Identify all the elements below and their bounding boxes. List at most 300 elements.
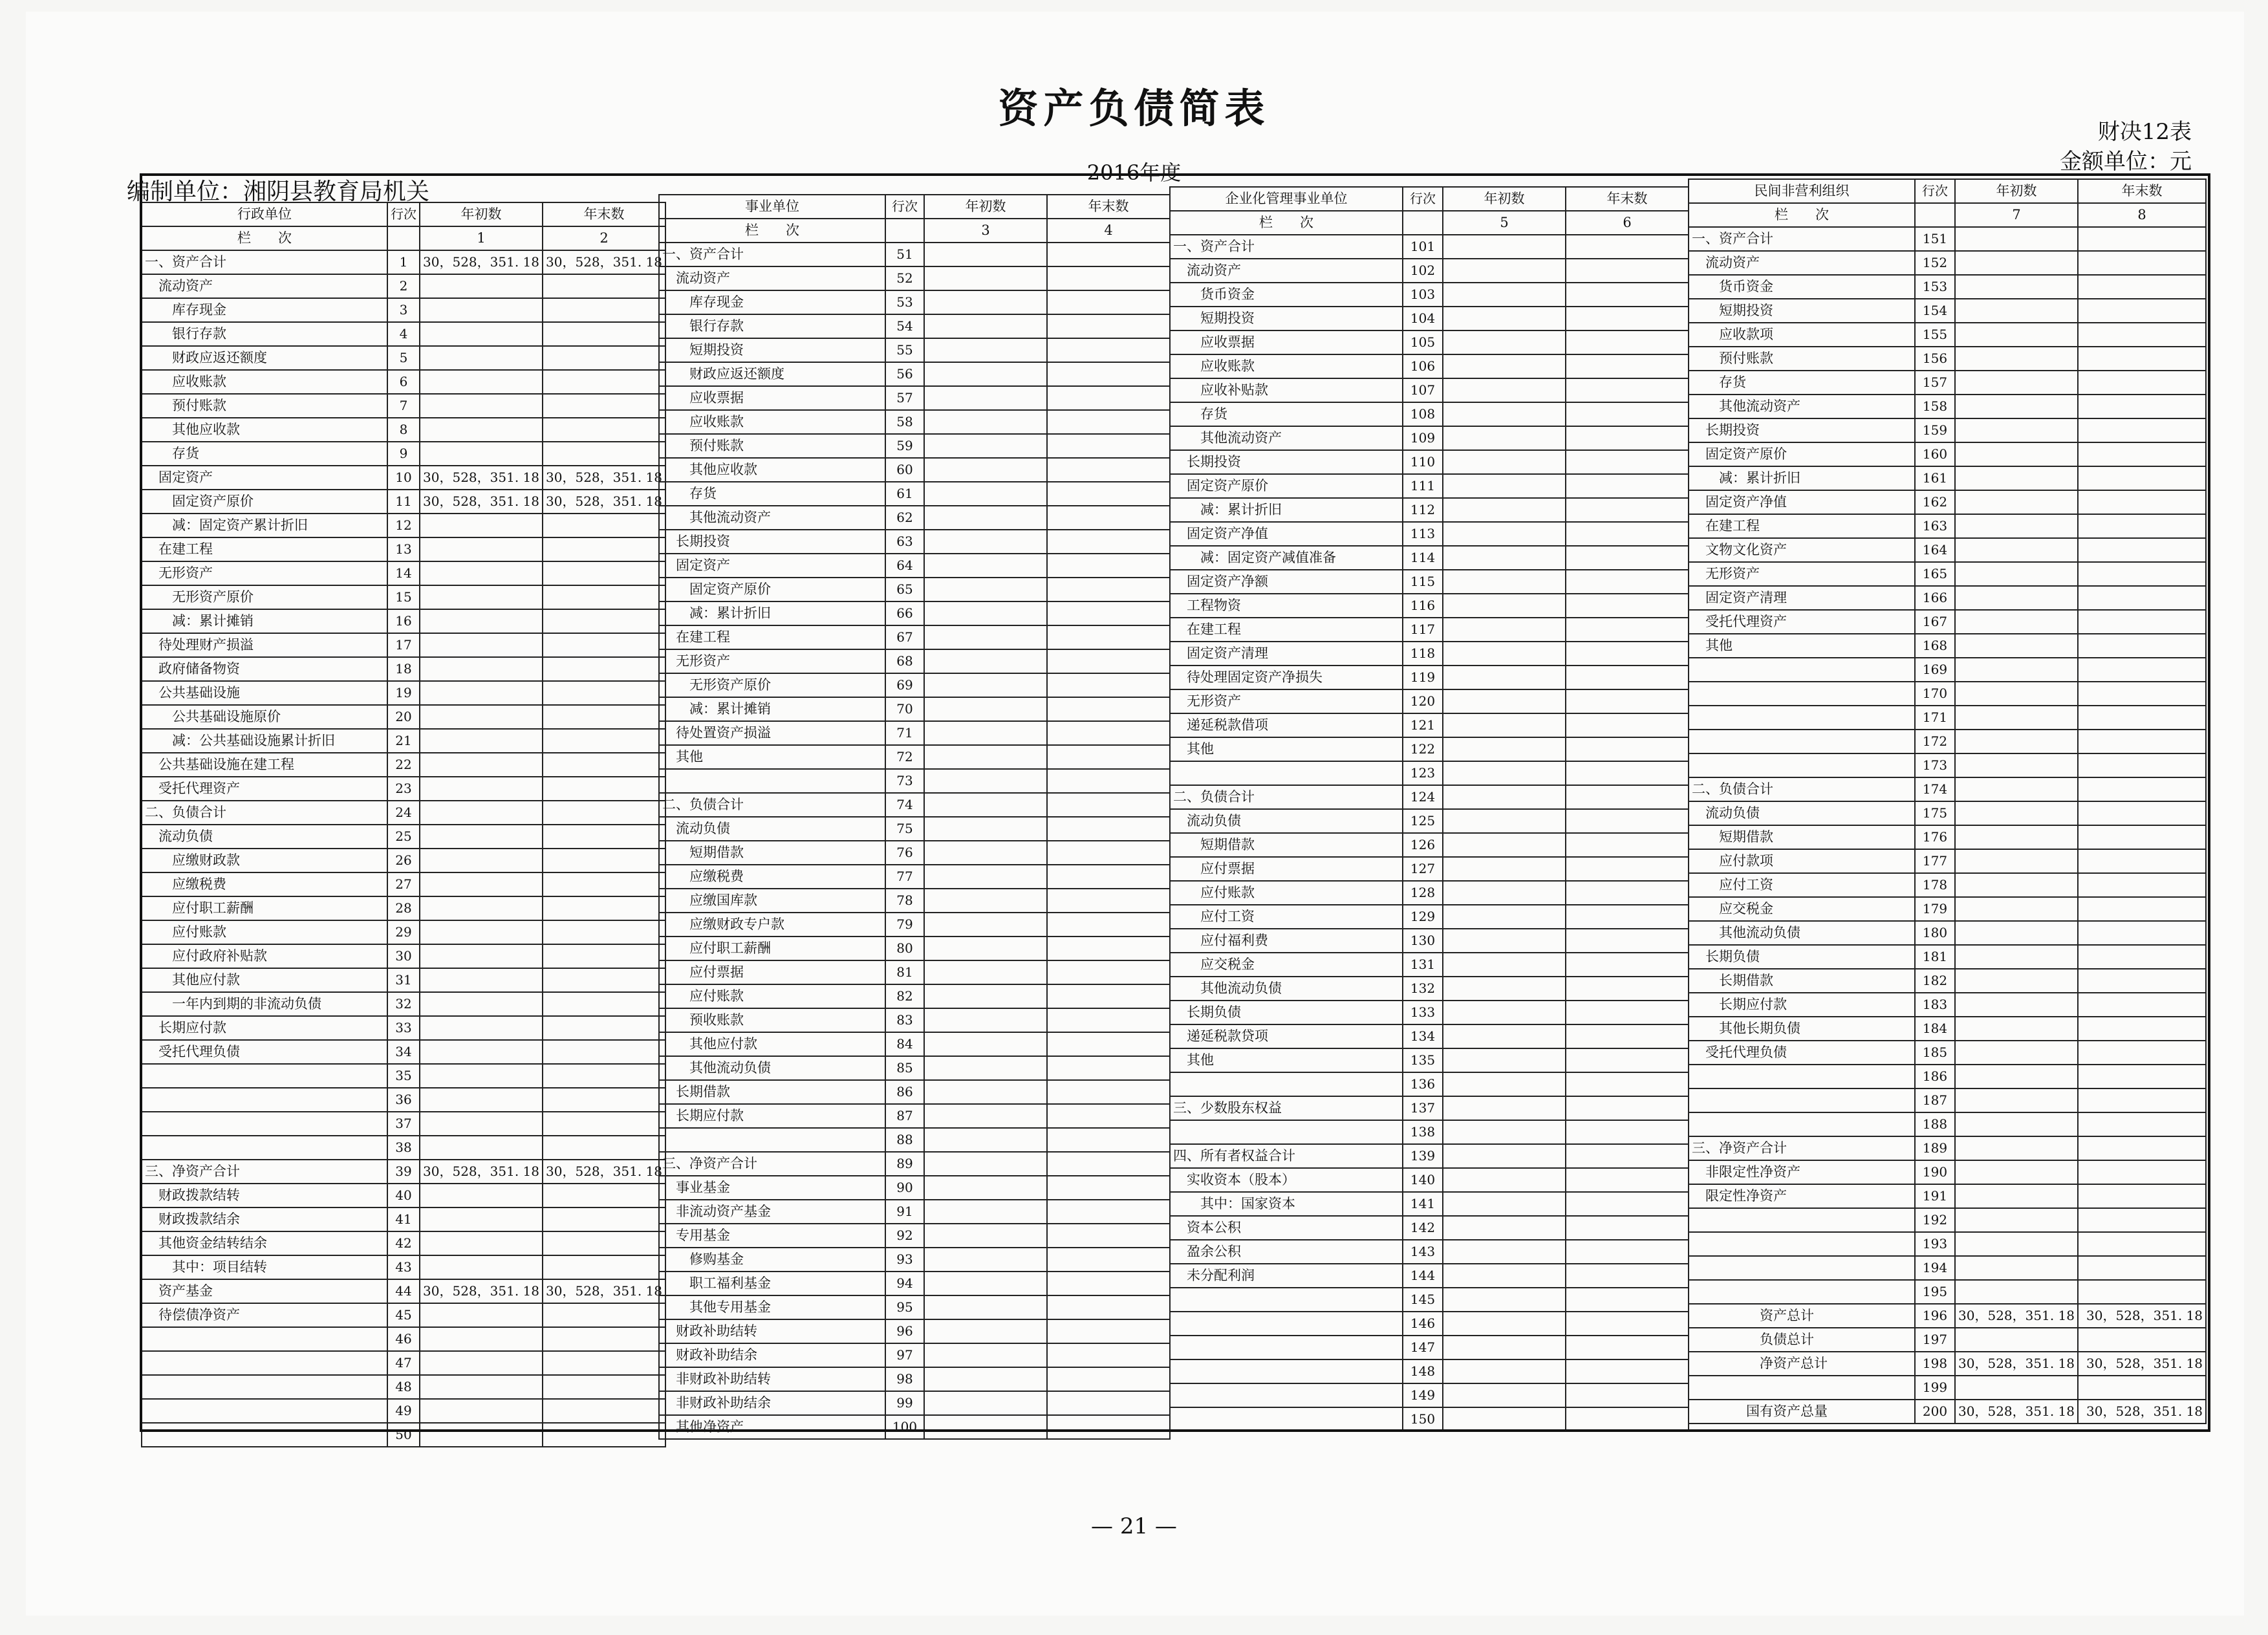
opening-cell xyxy=(924,554,1047,578)
amount-unit: 金额单位：元 xyxy=(2060,149,2192,175)
item-cell xyxy=(1689,1208,1915,1232)
opening-cell xyxy=(1955,275,2078,299)
item-cell: 受托代理负债 xyxy=(1689,1041,1915,1065)
form-number: 财决12表 xyxy=(2097,119,2192,145)
closing-cell xyxy=(543,968,665,992)
item-cell: 减：累计摊销 xyxy=(659,697,885,721)
item-cell: 应付账款 xyxy=(142,920,387,944)
line-no-cell: 57 xyxy=(885,386,924,410)
opening-cell: 年初数 xyxy=(1443,187,1566,211)
table-row xyxy=(1689,490,2206,514)
line-no-cell: 72 xyxy=(885,745,924,769)
line-no-cell: 77 xyxy=(885,865,924,889)
closing-cell xyxy=(1047,1128,1170,1152)
table-row xyxy=(659,697,1170,721)
item-cell: 长期投资 xyxy=(1170,450,1403,474)
line-no-cell: 78 xyxy=(885,889,924,913)
line-no-cell: 行次 xyxy=(1915,179,1955,203)
opening-cell xyxy=(420,274,543,298)
closing-cell xyxy=(1566,833,1689,857)
opening-cell: 30，528，351. 18 xyxy=(1955,1304,2078,1328)
opening-cell xyxy=(420,872,543,896)
opening-cell xyxy=(924,1319,1047,1343)
closing-cell xyxy=(543,944,665,968)
item-cell: 存货 xyxy=(659,482,885,506)
line-no-cell: 59 xyxy=(885,434,924,458)
opening-cell xyxy=(1443,929,1566,953)
item-cell: 短期投资 xyxy=(659,338,885,362)
item-cell: 应收补贴款 xyxy=(1170,378,1403,402)
closing-cell: 年末数 xyxy=(2078,179,2206,203)
table-row xyxy=(659,1391,1170,1415)
closing-cell xyxy=(1566,1024,1689,1048)
opening-cell xyxy=(1955,1160,2078,1184)
opening-cell xyxy=(1443,1312,1566,1336)
closing-cell xyxy=(2078,921,2206,945)
closing-cell xyxy=(543,394,665,418)
item-cell: 无形资产原价 xyxy=(142,585,387,609)
closing-cell xyxy=(1566,546,1689,570)
item-cell: 应付票据 xyxy=(1170,857,1403,881)
opening-cell xyxy=(1443,857,1566,881)
table-row xyxy=(659,362,1170,386)
opening-cell xyxy=(420,322,543,346)
section-table-2 xyxy=(658,194,1171,1440)
table-row xyxy=(1170,1024,1689,1048)
line-no-cell: 172 xyxy=(1915,730,1955,753)
closing-cell xyxy=(2078,418,2206,442)
table-row xyxy=(142,1255,665,1279)
line-no-cell: 58 xyxy=(885,410,924,434)
opening-cell xyxy=(1955,1328,2078,1352)
table-row xyxy=(659,1295,1170,1319)
line-no-cell: 19 xyxy=(387,681,420,705)
line-no-cell: 71 xyxy=(885,721,924,745)
item-cell: 公共基础设施原价 xyxy=(142,705,387,729)
opening-cell: 7 xyxy=(1955,203,2078,227)
table-row xyxy=(1689,921,2206,945)
table-row xyxy=(142,849,665,872)
table-row xyxy=(1170,498,1689,522)
item-cell: 其他流动负债 xyxy=(1689,921,1915,945)
table-row xyxy=(142,561,665,585)
table-row xyxy=(142,1375,665,1399)
table-row xyxy=(142,442,665,466)
line-no-cell: 182 xyxy=(1915,969,1955,993)
table-row xyxy=(659,506,1170,530)
closing-cell xyxy=(1566,1336,1689,1359)
line-no-cell: 148 xyxy=(1403,1359,1443,1383)
closing-cell xyxy=(543,609,665,633)
opening-cell xyxy=(1955,251,2078,275)
opening-cell xyxy=(924,1152,1047,1176)
item-cell xyxy=(1689,1088,1915,1112)
table-row xyxy=(142,1040,665,1064)
table-row xyxy=(659,314,1170,338)
opening-cell xyxy=(420,537,543,561)
opening-cell xyxy=(924,362,1047,386)
opening-cell xyxy=(924,1295,1047,1319)
line-no-cell: 31 xyxy=(387,968,420,992)
closing-cell xyxy=(543,274,665,298)
opening-cell xyxy=(1955,1256,2078,1280)
line-no-cell: 94 xyxy=(885,1272,924,1295)
item-cell: 流动资产 xyxy=(1170,259,1403,283)
line-no-cell: 28 xyxy=(387,896,420,920)
table-row xyxy=(1689,538,2206,562)
closing-cell xyxy=(1047,1391,1170,1415)
line-no-cell: 189 xyxy=(1915,1136,1955,1160)
opening-cell xyxy=(1443,1407,1566,1431)
closing-cell xyxy=(543,537,665,561)
table-row xyxy=(142,466,665,490)
item-cell: 其他长期负债 xyxy=(1689,1017,1915,1041)
opening-cell xyxy=(1443,1024,1566,1048)
item-cell: 应缴税费 xyxy=(659,865,885,889)
table-row xyxy=(142,1423,665,1447)
opening-cell xyxy=(1443,881,1566,905)
table-row xyxy=(659,243,1170,266)
item-cell xyxy=(142,1375,387,1399)
header-row xyxy=(1689,179,2206,203)
closing-cell xyxy=(2078,538,2206,562)
closing-cell xyxy=(1047,1080,1170,1104)
line-no-cell: 97 xyxy=(885,1343,924,1367)
opening-cell xyxy=(420,1255,543,1279)
closing-cell xyxy=(1047,1104,1170,1128)
opening-cell xyxy=(1443,594,1566,618)
table-row xyxy=(659,1248,1170,1272)
opening-cell xyxy=(420,442,543,466)
item-cell: 财政应返还额度 xyxy=(142,346,387,370)
opening-cell xyxy=(1443,498,1566,522)
line-no-cell: 143 xyxy=(1403,1240,1443,1264)
opening-cell xyxy=(1443,546,1566,570)
opening-cell xyxy=(1443,1168,1566,1192)
item-cell xyxy=(1689,706,1915,730)
line-no-cell: 150 xyxy=(1403,1407,1443,1431)
item-cell: 一、资产合计 xyxy=(1170,235,1403,259)
opening-cell xyxy=(1443,259,1566,283)
table-row xyxy=(1689,706,2206,730)
item-cell xyxy=(1689,1376,1915,1400)
opening-cell: 30，528，351. 18 xyxy=(420,1279,543,1303)
subheader-row xyxy=(1689,203,2206,227)
closing-cell: 30，528，351. 18 xyxy=(543,490,665,514)
line-no-cell: 13 xyxy=(387,537,420,561)
opening-cell xyxy=(1955,921,2078,945)
opening-cell xyxy=(1443,618,1566,642)
item-cell: 应收账款 xyxy=(142,370,387,394)
table-row xyxy=(142,801,665,825)
opening-cell xyxy=(924,1056,1047,1080)
line-no-cell: 162 xyxy=(1915,490,1955,514)
opening-cell xyxy=(1443,642,1566,666)
line-no-cell: 190 xyxy=(1915,1160,1955,1184)
table-row xyxy=(1170,1312,1689,1336)
opening-cell xyxy=(1443,1383,1566,1407)
item-cell: 实收资本（股本） xyxy=(1170,1168,1403,1192)
item-cell xyxy=(1689,682,1915,706)
item-cell: 未分配利润 xyxy=(1170,1264,1403,1288)
closing-cell xyxy=(1047,1224,1170,1248)
closing-cell xyxy=(543,1136,665,1160)
table-row xyxy=(1689,466,2206,490)
table-row xyxy=(142,992,665,1016)
opening-cell: 年初数 xyxy=(420,202,543,226)
line-no-cell: 101 xyxy=(1403,235,1443,259)
opening-cell xyxy=(1443,833,1566,857)
subheader-row xyxy=(1170,211,1689,235)
item-cell: 流动资产 xyxy=(1689,251,1915,275)
opening-cell xyxy=(924,458,1047,482)
item-cell: 应付账款 xyxy=(1170,881,1403,905)
item-cell: 短期借款 xyxy=(1170,833,1403,857)
opening-cell xyxy=(1443,1192,1566,1216)
opening-cell xyxy=(1955,514,2078,538)
line-no-cell: 17 xyxy=(387,633,420,657)
table-row xyxy=(1689,873,2206,897)
item-cell: 长期应付款 xyxy=(1689,993,1915,1017)
line-no-cell: 76 xyxy=(885,841,924,865)
opening-cell xyxy=(1955,897,2078,921)
closing-cell xyxy=(1047,554,1170,578)
closing-cell xyxy=(1047,697,1170,721)
opening-cell xyxy=(1955,586,2078,610)
line-no-cell: 107 xyxy=(1403,378,1443,402)
opening-cell xyxy=(420,1016,543,1040)
item-cell: 在建工程 xyxy=(1689,514,1915,538)
line-no-cell: 67 xyxy=(885,625,924,649)
item-cell: 固定资产净值 xyxy=(1170,522,1403,546)
opening-cell xyxy=(1443,426,1566,450)
closing-cell xyxy=(543,1184,665,1207)
line-no-cell: 86 xyxy=(885,1080,924,1104)
line-no-cell: 9 xyxy=(387,442,420,466)
closing-cell xyxy=(543,1303,665,1327)
opening-cell xyxy=(420,992,543,1016)
table-row xyxy=(142,1016,665,1040)
table-row xyxy=(1170,713,1689,737)
closing-cell: 4 xyxy=(1047,219,1170,243)
table-row xyxy=(1689,801,2206,825)
item-cell: 公共基础设施在建工程 xyxy=(142,753,387,777)
closing-cell xyxy=(543,1088,665,1112)
opening-cell xyxy=(1443,1240,1566,1264)
item-cell: 应缴税费 xyxy=(142,872,387,896)
table-row xyxy=(659,266,1170,290)
table-row xyxy=(659,458,1170,482)
opening-cell xyxy=(1955,634,2078,658)
line-no-cell: 168 xyxy=(1915,634,1955,658)
closing-cell xyxy=(543,1207,665,1231)
opening-cell xyxy=(420,1207,543,1231)
closing-cell xyxy=(1047,817,1170,841)
opening-cell xyxy=(420,801,543,825)
table-row xyxy=(659,673,1170,697)
closing-cell xyxy=(2078,682,2206,706)
opening-cell xyxy=(1955,610,2078,634)
closing-cell xyxy=(1047,1295,1170,1319)
closing-cell: 2 xyxy=(543,226,665,250)
table-row xyxy=(1170,977,1689,1001)
item-cell xyxy=(142,1088,387,1112)
line-no-cell: 157 xyxy=(1915,371,1955,395)
table-row xyxy=(142,418,665,442)
line-no-cell: 11 xyxy=(387,490,420,514)
closing-cell xyxy=(1566,1216,1689,1240)
opening-cell xyxy=(924,889,1047,913)
page-title: 资产负债简表 xyxy=(998,85,1270,132)
opening-cell xyxy=(1443,1048,1566,1072)
table-row xyxy=(142,872,665,896)
table-row xyxy=(659,1367,1170,1391)
opening-cell xyxy=(924,434,1047,458)
line-no-cell: 90 xyxy=(885,1176,924,1200)
item-cell: 三、净资产合计 xyxy=(1689,1136,1915,1160)
opening-cell xyxy=(420,370,543,394)
table-row xyxy=(659,482,1170,506)
opening-cell xyxy=(924,506,1047,530)
item-cell: 政府储备物资 xyxy=(142,657,387,681)
opening-cell xyxy=(1443,761,1566,785)
item-cell: 库存现金 xyxy=(142,298,387,322)
line-no-cell: 53 xyxy=(885,290,924,314)
line-no-cell xyxy=(387,226,420,250)
line-no-cell: 92 xyxy=(885,1224,924,1248)
table-row xyxy=(659,1224,1170,1248)
closing-cell xyxy=(1566,1192,1689,1216)
opening-cell xyxy=(924,937,1047,960)
line-no-cell: 89 xyxy=(885,1152,924,1176)
table-row xyxy=(1170,618,1689,642)
opening-cell xyxy=(924,290,1047,314)
item-cell: 在建工程 xyxy=(1170,618,1403,642)
table-row xyxy=(659,1319,1170,1343)
table-row xyxy=(1689,634,2206,658)
line-no-cell: 135 xyxy=(1403,1048,1443,1072)
opening-cell xyxy=(1955,1041,2078,1065)
opening-cell xyxy=(420,561,543,585)
closing-cell: 30，528，351. 18 xyxy=(543,466,665,490)
table-row xyxy=(1170,785,1689,809)
opening-cell xyxy=(1443,809,1566,833)
line-no-cell: 177 xyxy=(1915,849,1955,873)
table-row xyxy=(659,1272,1170,1295)
closing-cell xyxy=(543,322,665,346)
closing-cell xyxy=(543,298,665,322)
line-no-cell: 103 xyxy=(1403,283,1443,307)
item-cell: 三、净资产合计 xyxy=(142,1160,387,1184)
table-row xyxy=(142,250,665,274)
table-row xyxy=(142,705,665,729)
opening-cell xyxy=(924,601,1047,625)
closing-cell: 30，528，351. 18 xyxy=(543,1160,665,1184)
table-row xyxy=(142,1399,665,1423)
table-row xyxy=(142,681,665,705)
closing-cell xyxy=(2078,347,2206,371)
item-cell: 其他 xyxy=(1170,737,1403,761)
opening-cell xyxy=(1955,945,2078,969)
table-row xyxy=(1170,953,1689,977)
closing-cell xyxy=(2078,801,2206,825)
opening-cell xyxy=(924,697,1047,721)
line-no-cell: 176 xyxy=(1915,825,1955,849)
line-no-cell: 6 xyxy=(387,370,420,394)
item-cell xyxy=(659,769,885,793)
closing-cell xyxy=(2078,275,2206,299)
closing-cell xyxy=(1047,745,1170,769)
opening-cell xyxy=(420,1136,543,1160)
opening-cell xyxy=(924,625,1047,649)
line-no-cell: 105 xyxy=(1403,330,1443,354)
table-row xyxy=(142,537,665,561)
line-no-cell: 137 xyxy=(1403,1096,1443,1120)
table-row xyxy=(659,1080,1170,1104)
item-cell xyxy=(142,1423,387,1447)
item-cell: 其他流动负债 xyxy=(659,1056,885,1080)
closing-cell xyxy=(2078,562,2206,586)
item-cell: 长期借款 xyxy=(1689,969,1915,993)
opening-cell: 1 xyxy=(420,226,543,250)
closing-cell xyxy=(1047,1248,1170,1272)
item-cell: 存货 xyxy=(1170,402,1403,426)
closing-cell xyxy=(543,346,665,370)
header-row xyxy=(1170,187,1689,211)
item-cell: 应交税金 xyxy=(1689,897,1915,921)
report-year: 2016年度 xyxy=(1086,160,1182,185)
closing-cell xyxy=(2078,873,2206,897)
closing-cell xyxy=(1047,578,1170,601)
closing-cell xyxy=(2078,969,2206,993)
line-no-cell: 54 xyxy=(885,314,924,338)
opening-cell xyxy=(420,1064,543,1088)
table-row xyxy=(1689,514,2206,538)
opening-cell xyxy=(1443,1216,1566,1240)
item-cell xyxy=(1170,1312,1403,1336)
closing-cell xyxy=(2078,1208,2206,1232)
line-no-cell: 181 xyxy=(1915,945,1955,969)
closing-cell xyxy=(2078,1256,2206,1280)
item-cell xyxy=(1170,1407,1403,1431)
opening-cell xyxy=(1955,658,2078,682)
opening-cell xyxy=(924,1391,1047,1415)
closing-cell xyxy=(1047,649,1170,673)
opening-cell xyxy=(1955,1088,2078,1112)
closing-cell xyxy=(1566,354,1689,378)
item-cell xyxy=(142,1351,387,1375)
item-cell: 其他 xyxy=(1170,1048,1403,1072)
opening-cell xyxy=(1955,371,2078,395)
opening-cell xyxy=(420,944,543,968)
table-row xyxy=(659,578,1170,601)
item-cell: 减：累计折旧 xyxy=(659,601,885,625)
item-cell: 其他 xyxy=(1689,634,1915,658)
closing-cell xyxy=(2078,753,2206,777)
table-row xyxy=(659,434,1170,458)
opening-cell xyxy=(420,729,543,753)
item-cell: 预收账款 xyxy=(659,1008,885,1032)
item-cell: 无形资产 xyxy=(1689,562,1915,586)
table-row xyxy=(1689,897,2206,921)
table-row xyxy=(1689,753,2206,777)
table-row xyxy=(1170,330,1689,354)
line-no-cell: 115 xyxy=(1403,570,1443,594)
line-no-cell: 124 xyxy=(1403,785,1443,809)
table-row xyxy=(1689,1065,2206,1088)
opening-cell xyxy=(420,920,543,944)
table-row xyxy=(1170,1216,1689,1240)
